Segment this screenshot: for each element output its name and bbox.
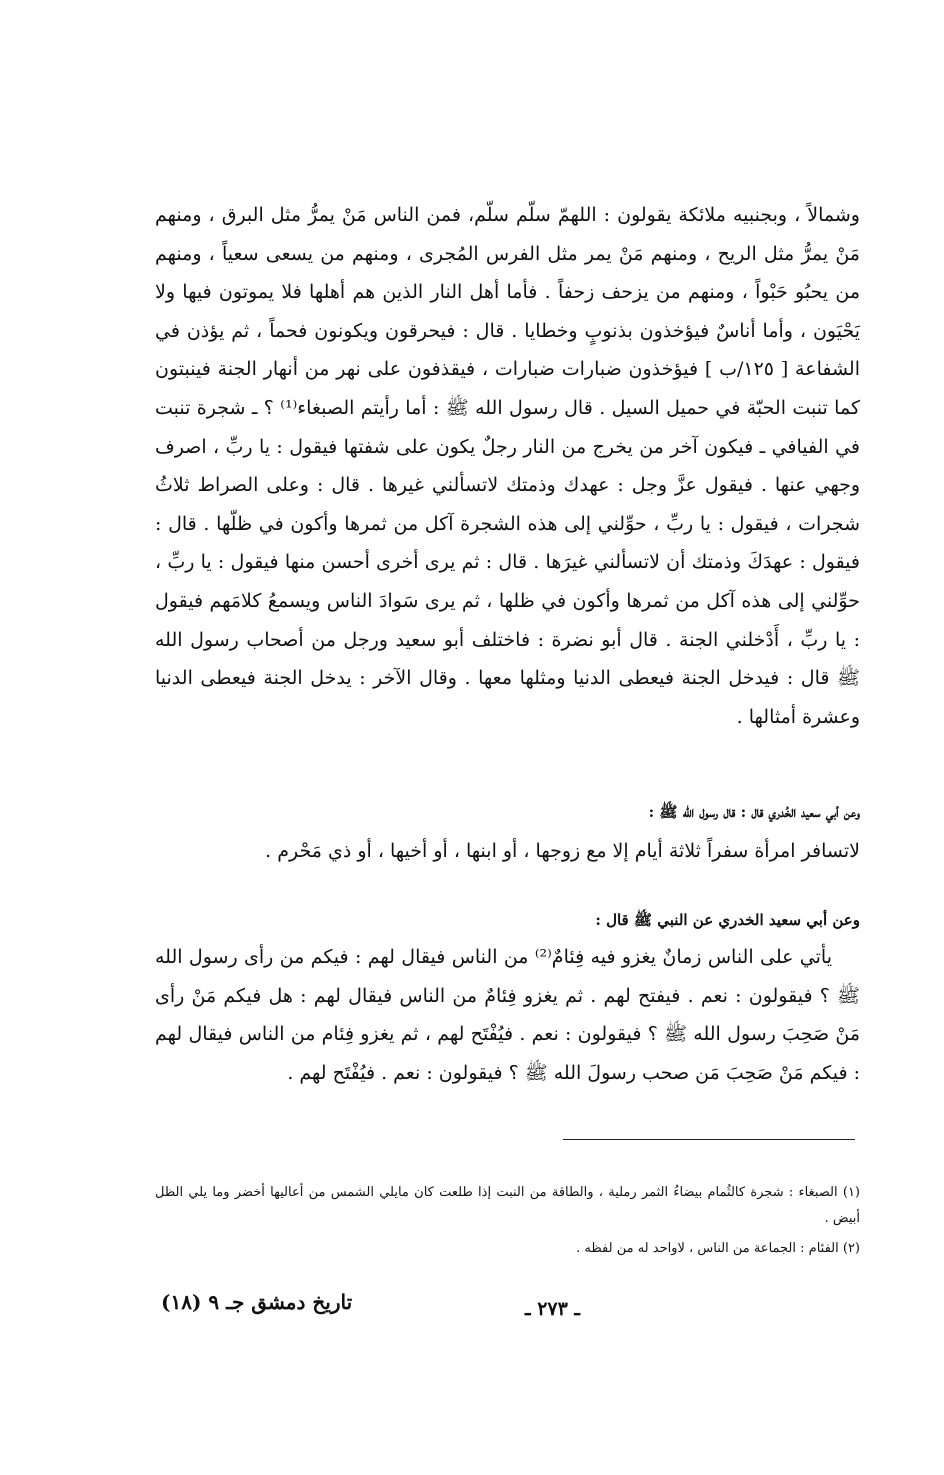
hadith-section-2 <box>155 908 860 1092</box>
page-number: ـ ٢٧٣ ـ <box>525 1298 580 1320</box>
main-text-block <box>155 196 860 736</box>
footnote-1: (١) الصبغاء : شجرة كالثُمام بيضاءُ الثمر رملية ، والطاقة من النبت إذا طلعت كان مايلي الشمس من أعاليها أخضر وما يلي الظل أبيض . <box>155 1185 860 1226</box>
footnote-2: (٢) الفئام : الجماعة من الناس ، لاواحد له من لفظه . <box>576 1241 860 1256</box>
hadith-2-intro: وعن أبي سعيد الخدري عن النبي ﷺ قال : <box>595 911 860 929</box>
page-footer <box>155 1290 860 1330</box>
running-title: تاريخ دمشق جـ ٩ (١٨) <box>161 1290 353 1314</box>
hadith-1-intro: وعن أبي سعيد الخُدري قال : قال رسول الله ﷺ : <box>648 803 860 821</box>
hadith-2-body: يأتي على الناس زمانٌ يغزو فيه فِئامٌ⁽²⁾ من الناس فيقال لهم : فيكم من رأى رسول الله ﷺ ؟ فيقولون : نعم . فيفتح لهم . ثم يغزو فِئامٌ من الناس فيقال لهم : هل فيكم مَنْ رأى مَنْ صَحِبَ رسول الله ﷺ ؟ فيقولون : نعم . فيُفْتَح لهم ، ثم يغزو فِئام من الناس فيقال لهم : فيكم مَنْ صَحِبَ مَن صحب رسولَ الله ﷺ ؟ فيقولون : نعم . فيُفْتَح لهم . <box>155 946 860 1084</box>
hadith-section-1 <box>155 800 860 871</box>
main-paragraph: وشمالاً ، وبجنبيه ملائكة يقولون : اللهمّ سلّم سلّم، فمن الناس مَنْ يمرُّ مثل البرق ، ومنهم مَنْ يمرُّ مثل الريح ، ومنهم مَنْ يمر مثل الفرس المُجرى ، ومنهم من يسعى سعياً ، ومنهم من يحبُو حَبْواً ، ومنهم من يزحف زحفاً . فأما أهل النار الذين هم أهلها فلا يموتون فيها ولا يَحْيَون ، وأما أناسٌ فيؤخذون بذنوبٍ وخطايا . قال : فيحرقون ويكونون فحماً ، ثم يؤذن في الشفاعة [ ١٢٥/ب ] فيؤخذون ضبارات ضبارات ، فيقذفون على نهر من أنهار الجنة فينبتون كما تنبت الحبّة في حميل السيل . قال رسول الله ﷺ : أما رأيتم الصبغاء⁽¹⁾ ؟ ـ شجرة تنبت في الفيافي ـ فيكون آخر من يخرج من النار رجلٌ يكون على شفتها فيقول : يا ربِّ ، اصرف وجهي عنها . فيقول عزَّ وجل : عهدك وذمتك لاتسألني غيرها . قال : وعلى الصراط ثلاثُ شجرات ، فيقول : يا ربِّ ، حوِّلني إلى هذه الشجرة آكل من ثمرها وأكون في ظلّها . قال : فيقول : عهدَكَ وذمتك أن لاتسألني غيرَها . قال : ثم يرى أخرى أحسن منها فيقول : يا ربِّ ، حوِّلني إلى هذه آكل من ثمرها وأكون في ظلها ، ثم يرى سَوادَ الناس ويسمعُ كلامَهم فيقول : يا ربِّ ، أَدْخلني الجنة . قال أبو نضرة : فاختلف أبو سعيد ورجل من أصحاب رسول الله ﷺ قال : فيدخل الجنة فيعطى الدنيا ومثلها معها . وقال الآخر : يدخل الجنة فيعطى الدنيا وعشرة أمثالها . <box>155 204 860 728</box>
footnotes <box>155 1180 860 1262</box>
hadith-1-body: لاتسافر امرأة سفراً ثلاثة أيام إلا مع زوجها ، أو ابنها ، أو أخيها ، أو ذي مَحْرم . <box>265 840 860 862</box>
footnote-divider <box>563 1139 855 1140</box>
